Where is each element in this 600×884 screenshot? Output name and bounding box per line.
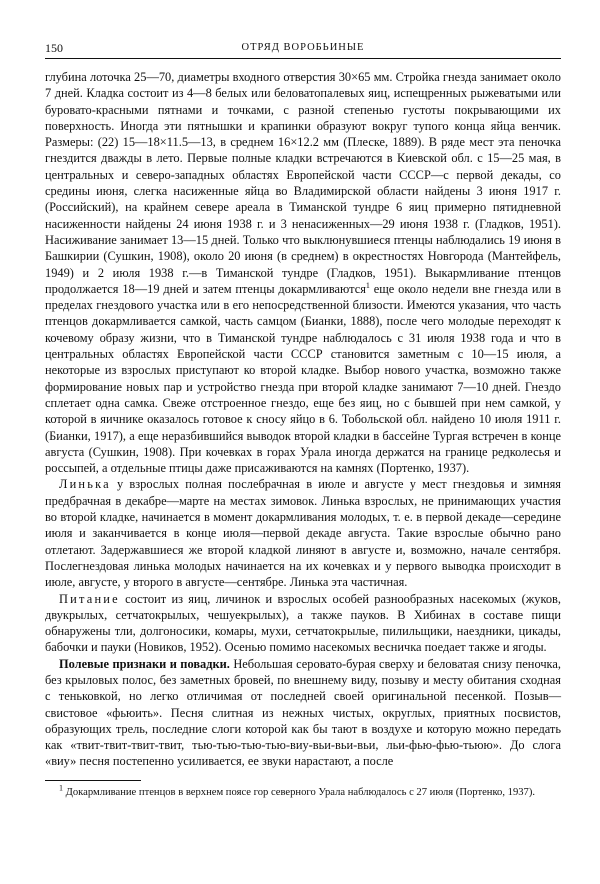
page-number: 150 [45, 41, 63, 55]
paragraph-molt [45, 476, 561, 590]
page-header [45, 40, 561, 59]
field-marks-heading: Полевые признаки и повадки. [59, 656, 230, 671]
paragraph-field-marks [45, 656, 561, 770]
diet-lead-word: Питание [59, 591, 120, 606]
paragraph-molt-text: у взрослых полная послебрачная в июле и августе у мест гнездовья и зимняя предбрачная в декабре—марте на местах зимовок. Линька взрослых, не принимающих участия во второй кладке, начинается в момент докармливания молодых, т. е. в первой декаде—середине июля и заканчивается в конце июля—первой декаде августа. Такие взрослые обычно рано отлетают. Задержавшиеся же второй кладкой линяют в августе и, возможно, начале сентября. Послегнездовая линька молодых начинается на их кочевках и у первого выводка происходит в июле, августе, у второго в августе—сентябре. Линька эта частичная. [45, 477, 561, 590]
footnote [45, 783, 561, 800]
footnote-text: Докармливание птенцов в верхнем поясе гор северного Урала наблюдалось с 27 июля (Портенко, 1937). [63, 786, 536, 798]
paragraph-nesting [45, 69, 561, 476]
paragraph-field-marks-text: Небольшая серовато-бурая сверху и беловатая снизу пеночка, без крыловых полос, без заметных бровей, по внешнему виду, позыву и месту обитания сходная с теньковкой, но легко отличимая от последней своей оригинальной песенкой. Позыв—свистовое «фьюить». Песня слитная из нежных чистых, округлых, приятных посвистов, образующих трель, последние слоги которой как бы тают в воздухе и которую можно передать как «твит-твит-твит-твит, тью-тью-тью-тью-виу-вьи-вьи-вьи, льи-фью-фью-тьюю». До слога «виу» песня постепенно усиливается, ее звуки нарастают, а после [45, 656, 561, 769]
footnote-divider [45, 780, 141, 781]
footnote-reference: 1 [365, 280, 370, 290]
body-text [45, 69, 561, 770]
book-page [45, 40, 561, 800]
running-head: ОТРЯД ВОРОБЬИНЫЕ [241, 42, 365, 53]
paragraph-diet [45, 591, 561, 656]
paragraph-nesting-text: глубина лоточка 25—70, диаметры входного отверстия 30×65 мм. Стройка гнезда занимает около 7 дней. Кладка состоит из 4—8 белых или беловатопалевых яиц, испещренных рыжеватыми или буровато-красными пятнами и точками, с разной степенью густоты покрывающими их поверхность. Иногда эти пятнышки и крапинки образуют вокруг тупого конца яйца венчик. Размеры: (22) 15—18×11.5—13, в среднем 16×12.2 мм (Плеске, 1889). В ряде мест эта пеночка гнездится дважды в лето. Первые полные кладки встречаются в Киевской обл. с 15—25 мая, в центральных и северо-западных областях Европейской части СССР—с первой декады, со средины июня, слегка насиженные яйца во Владимирской области найдены 3 июня 1917 г. (Российский), на крайнем севере ареала в Тиманской тундре 6 яиц примерно пятидневной насиженности найдены 24 июня 1938 г. и 3 ненасиженных—29 июня 1938 г. (Гладков, 1951). Насиживание занимает 13—15 дней. Только что выклюнувшиеся птенцы наблюдались 19 июня в Башкирии (Сушкин, 1908), около 20 июня (в среднем) в окрестностях Новгорода (Мантейфель, 1949) и 2 июля 1938 г.—в Тиманской тундре (Гладков, 1951). Выкармливание птенцов продолжается 18—19 дней и затем птенцы докармливаются [45, 70, 561, 296]
paragraph-nesting-continued: еще около недели вне гнезда или в пределах гнездового участка или в его непосредственной близости. Имеются указания, что часть птенцов докармливается самкой, часть самцом (Бианки, 1888), после чего молодые переходят к кочевому образу жизни, что в Тиманской тундре наблюдалось с 31 июля 1938 года и что в центральных областях Европейской части СССР становится заметным с 10—15 июля, а некоторые из взрослых приступают ко второй кладке. Выбор нового участка, возможно также формирование новых пар и устройство гнезда при второй кладке занимают 7—10 дней. Гнездо сплетает одна самка. Свеже отстроенное гнездо, еще без яиц, но с бывшей при нем самкой, у которой в яичнике оказалось готовое к сносу яйцо в 6. Тобольской обл. найдено 10 июля 1911 г. (Бианки, 1917), а еще неразбившийся выводок второй кладки в бассейне Тургая встречен в конце августа (Сушкин, 1908). При кочевках в горах Урала иногда держатся на границе редколесья и россыпей, а отдельные птицы даже присаживаются на камнях (Портенко, 1937). [45, 281, 561, 476]
paragraph-diet-text: состоит из яиц, личинок и взрослых особей разнообразных насекомых (жуков, двукрылых, сетчатокрылых, чешуекрылых), а также пауков. В Хибинах в составе пищи обнаружены тли, долгоносики, комары, мухи, сетчатокрылые, пилильщики, наездники, цикады, бабочки и пауки (Новиков, 1952). Осенью помимо насекомых весничка поедает также и ягоды. [45, 591, 561, 655]
molt-lead-word: Линька [59, 477, 111, 492]
footnote-marker: 1 [59, 783, 63, 793]
